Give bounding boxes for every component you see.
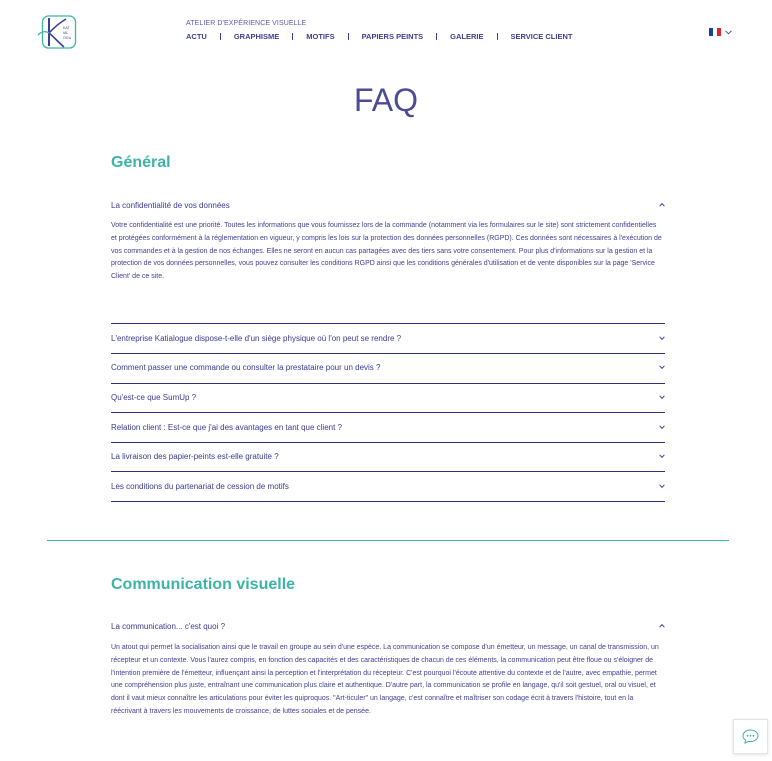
- faq-question-text: La communication... c'est quoi ?: [111, 622, 226, 631]
- faq-question-text: Comment passer une commande ou consulter la prestataire pour un devis ?: [111, 363, 381, 372]
- faq-question-text: L'entreprise Katialogue dispose-t-elle d'un siège physique où l'on peut se rendre ?: [111, 334, 402, 343]
- nav-galerie[interactable]: GALERIE: [450, 32, 484, 41]
- faq-question[interactable]: [111, 423, 665, 432]
- svg-text:IAL: IAL: [63, 31, 69, 35]
- chevron-down-icon: [725, 30, 732, 35]
- site-tagline: ATELIER D'EXPÉRIENCE VISUELLE: [186, 20, 307, 27]
- faq-answer: Votre confidentialité est une priorité. Toutes les informations que vous fournissez lors de la commande (notamment via les formulaires sur le site) sont strictement confidentielles et protégées conformément à la réglementation en vigueur, y compris les lois sur la protection des données personnelles (RGPD). Ces données sont nécessaires à l'exécution de vos commandes et à la gestion de nos échanges. Elles ne seront en aucun cas partagées avec des tiers sans votre consentement. Pour plus d'informations sur la gestion et la protection de vos données personnelles, vous pouvez consulter les conditions RGPD ainsi que les conditions générales d'utilisation et de vente disponibles sur la page 'Service Client' de ce site.: [111, 222, 662, 281]
- svg-text:KAT: KAT: [63, 26, 70, 30]
- faq-question-text: Relation client : Est-ce que j'ai des avantages en tant que client ?: [111, 423, 343, 432]
- page-title: FAQ: [353, 82, 418, 118]
- faq-question[interactable]: [111, 452, 665, 461]
- faq-question-open[interactable]: [111, 622, 665, 631]
- nav-separator: [348, 33, 349, 40]
- nav-separator: [436, 33, 437, 40]
- chevron-down-icon: [659, 453, 665, 459]
- logo-mark: [36, 15, 78, 49]
- language-selector[interactable]: [709, 28, 732, 36]
- nav-actu[interactable]: ACTU: [186, 32, 207, 41]
- chevron-up-icon: [659, 623, 665, 629]
- faq-divider: [111, 353, 665, 354]
- nav-service-client[interactable]: SERVICE CLIENT: [510, 32, 573, 41]
- faq-question[interactable]: [111, 363, 665, 372]
- chevron-down-icon: [659, 364, 665, 370]
- faq-divider: [111, 471, 665, 472]
- faq-question-text: Les conditions du partenariat de cession de motifs: [111, 482, 289, 491]
- chat-button[interactable]: [733, 719, 768, 754]
- svg-text:OGU: OGU: [63, 36, 72, 40]
- nav-papiers-peints[interactable]: PAPIERS PEINTS: [361, 32, 424, 41]
- faq-question-text: Qu'est-ce que SumUp ?: [111, 393, 197, 402]
- faq-question[interactable]: [111, 334, 665, 343]
- faq-question[interactable]: [111, 482, 665, 491]
- faq-divider: [111, 442, 665, 443]
- chevron-down-icon: [659, 424, 665, 430]
- french-flag-icon: [709, 28, 721, 36]
- nav-separator: [497, 33, 498, 40]
- faq-question-text: La livraison des papier-peints est-elle gratuite ?: [111, 452, 279, 461]
- faq-divider: [111, 501, 665, 502]
- section-title-general: Général: [111, 154, 171, 171]
- faq-divider: [111, 323, 665, 324]
- chevron-down-icon: [659, 394, 665, 400]
- faq-divider: [111, 383, 665, 384]
- section-divider: [47, 540, 729, 541]
- logo[interactable]: [36, 15, 78, 49]
- faq-divider: [111, 412, 665, 413]
- chevron-down-icon: [659, 335, 665, 341]
- nav-graphisme[interactable]: GRAPHISME: [233, 32, 280, 41]
- section-title-communication: Communication visuelle: [111, 576, 296, 593]
- chevron-up-icon: [659, 202, 665, 208]
- chat-icon: [742, 729, 759, 744]
- nav-separator: [220, 33, 221, 40]
- faq-answer: Un atout qui permet la socialisation ainsi que le travail en groupe au sein d'une espèce. La communication se compose d'un émetteur, un message, un canal de transmission, un récepteur et un contexte. Vous l'aurez compris, en fonction des capacités et des caractéristiques de chacun de ces éléments, la communication peut être floue ou s'éloigner de l'intention première de l'émetteur, influençant ainsi la perception et l'interprétation du récepteur. C'est pourquoi l'écoute attentive du contexte et de l'autre, avec empathie, permet une compréhension plus juste, entraînant une communication plus claire et authentique. D'autre part, la communication se profile en langage, qu'il soit gestuel, oral ou visuel, et dont il vaut mieux connaître les articulations pour éviter les quiproquos. "Art-ticuler" un langage, c'est connaître et maîtriser son codage écrit à travers l'histoire, tout en la réécrivant à travers les mouvements de croissance, de luttes sociales et de pensée.: [111, 644, 659, 715]
- main-nav: [186, 32, 572, 41]
- faq-question-open[interactable]: [111, 201, 665, 210]
- chevron-down-icon: [659, 483, 665, 489]
- nav-separator: [292, 33, 293, 40]
- faq-question-text: La confidentialité de vos données: [111, 201, 230, 210]
- nav-motifs[interactable]: MOTIFS: [306, 32, 335, 41]
- faq-question[interactable]: [111, 393, 665, 402]
